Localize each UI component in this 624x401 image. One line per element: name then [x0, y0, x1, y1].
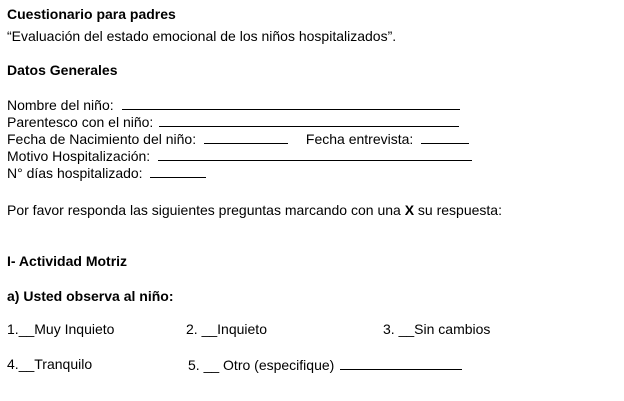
instructions-text-before: Por favor responda las siguientes preguntas marcando con una	[7, 202, 405, 218]
dates-row	[7, 130, 469, 148]
relationship-field[interactable]	[159, 113, 459, 127]
relationship-label: Parentesco con el niño:	[7, 114, 154, 130]
instructions-mark: X	[404, 202, 415, 218]
option-number: 5.	[188, 357, 204, 373]
option-number: 3.	[383, 321, 399, 337]
option-number: 2.	[186, 321, 202, 337]
option-number: 1.	[7, 321, 19, 337]
option-number: 4.	[7, 356, 19, 372]
option-blank[interactable]: __	[203, 357, 220, 373]
other-specify-field[interactable]	[340, 356, 462, 370]
section-heading: I- Actividad Motriz	[7, 253, 128, 269]
child-name-label: Nombre del niño:	[7, 97, 114, 113]
instructions	[7, 202, 502, 219]
option-3[interactable]	[383, 321, 490, 338]
form-title: Cuestionario para padres	[7, 6, 176, 22]
child-name-field[interactable]	[122, 96, 460, 110]
option-label: Muy Inquieto	[34, 321, 115, 337]
days-row	[7, 164, 206, 182]
general-data-heading: Datos Generales	[7, 62, 118, 78]
option-blank[interactable]: __	[201, 321, 218, 337]
option-label: Tranquilo	[34, 356, 93, 372]
interview-date-label: Fecha entrevista:	[305, 131, 414, 147]
option-label: Inquieto	[217, 321, 267, 337]
option-1[interactable]	[7, 321, 114, 338]
reason-row	[7, 147, 472, 165]
reason-field[interactable]	[158, 147, 472, 161]
option-blank[interactable]: __	[398, 321, 415, 337]
option-label: Otro (especifique)	[219, 357, 339, 373]
question-label: a) Usted observa al niño:	[7, 288, 174, 304]
days-label: N° días hospitalizado:	[7, 165, 143, 181]
form-subtitle: “Evaluación del estado emocional de los niños hospitalizados”.	[7, 28, 397, 44]
reason-label: Motivo Hospitalización:	[7, 148, 151, 164]
option-blank[interactable]: __	[18, 356, 35, 372]
option-2[interactable]	[186, 321, 267, 338]
relationship-row	[7, 113, 459, 131]
instructions-text-after: su respuesta:	[414, 202, 502, 218]
birth-date-label: Fecha de Nacimiento del niño:	[7, 131, 197, 147]
days-field[interactable]	[150, 164, 206, 178]
option-blank[interactable]: __	[18, 321, 35, 337]
child-name-row	[7, 96, 460, 114]
option-label: Sin cambios	[414, 321, 491, 337]
option-5[interactable]	[188, 356, 462, 374]
birth-date-field[interactable]	[204, 130, 288, 144]
interview-date-field[interactable]	[421, 130, 469, 144]
option-4[interactable]	[7, 356, 92, 373]
